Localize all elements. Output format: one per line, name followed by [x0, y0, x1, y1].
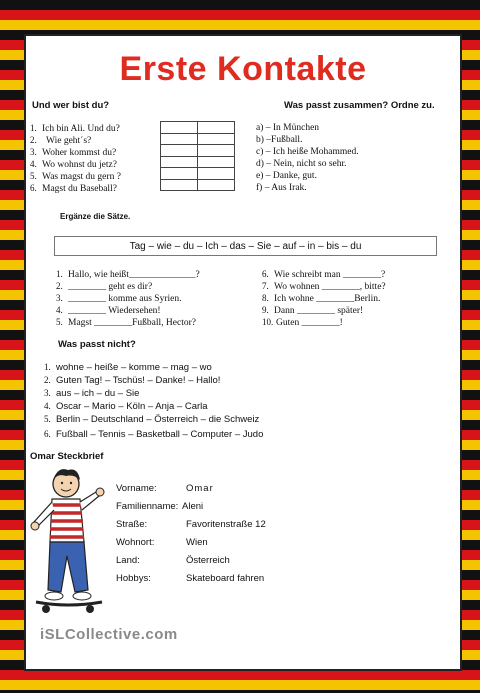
answer-f: f) – Aus Irak.	[256, 183, 307, 193]
profile-value-strasse: Favoritenstraße 12	[186, 519, 266, 530]
steckbrief-heading: Omar Steckbrief	[30, 451, 104, 462]
word-box: Tag – wie – du – Ich – das – Sie – auf – in – bis – du	[54, 236, 437, 256]
fill-left-3: 3. ________ komme aus Syrien.	[56, 293, 182, 304]
profile-label-wohnort: Wohnort:	[116, 537, 155, 548]
grid-cell[interactable]	[161, 179, 198, 191]
answer-d: d) – Nein, nicht so sehr.	[256, 159, 347, 169]
profile-value-land: Österreich	[186, 555, 230, 566]
profile-label-vorname: Vorname:	[116, 483, 157, 494]
boy-skateboard-illustration	[28, 464, 108, 624]
profile-value-wohnort: Wien	[186, 537, 208, 548]
profile-label-land: Land:	[116, 555, 140, 566]
answer-e: e) – Danke, gut.	[256, 171, 317, 181]
grid-cell[interactable]	[198, 145, 235, 157]
worksheet-sheet	[24, 34, 462, 671]
grid-cell[interactable]	[198, 179, 235, 191]
grid-cell[interactable]	[198, 156, 235, 168]
grid-cell[interactable]	[198, 133, 235, 145]
fill-left-2: 2. ________ geht es dir?	[56, 281, 153, 292]
fill-right-8: 8. Ich wohne ________Berlin.	[262, 293, 381, 304]
grid-cell[interactable]	[161, 145, 198, 157]
fill-right-10: 10. Guten ________!	[262, 317, 343, 328]
grid-cell[interactable]	[161, 133, 198, 145]
answer-a: a) – In München	[256, 123, 320, 133]
profile-label-strasse: Straße:	[116, 519, 148, 530]
odd-one-out-5: 5. Berlin – Deutschland – Österreich – die Schweiz	[44, 414, 260, 425]
odd-one-out-2: 2. Guten Tag! – Tschüs! – Danke! – Hallo!	[44, 375, 221, 386]
odd-one-out-1: 1. wohne – heiße – komme – mag – wo	[44, 362, 212, 373]
section1-heading-left: Und wer bist du?	[32, 100, 110, 111]
section3-heading: Was passt nicht?	[58, 339, 136, 350]
grid-cell[interactable]	[198, 122, 235, 134]
question-1: 1. Ich bin Ali. Und du?	[30, 123, 120, 134]
profile-value-hobbys: Skateboard fahren	[186, 573, 265, 584]
profile-value-familienname: Aleni	[182, 501, 204, 512]
odd-one-out-6: 6. Fußball – Tennis – Basketball – Computer – Judo	[44, 429, 264, 440]
fill-right-6: 6. Wie schreibt man ________?	[262, 269, 386, 280]
odd-one-out-3: 3. aus – ich – du – Sie	[44, 388, 140, 399]
grid-cell[interactable]	[161, 168, 198, 180]
odd-one-out-4: 4. Oscar – Mario – Köln – Anja – Carla	[44, 401, 208, 412]
question-4: 4. Wo wohnst du jetz?	[30, 159, 117, 170]
answer-c: c) – Ich heiße Mohammed.	[256, 147, 359, 157]
grid-cell[interactable]	[161, 122, 198, 134]
islcollective-logo: iSLCollective.com	[40, 626, 178, 643]
fill-left-1: 1. Hallo, wie heißt______________?	[56, 269, 200, 280]
question-2: 2. Wie geht´s?	[30, 135, 92, 146]
profile-label-hobbys: Hobbys:	[116, 573, 151, 584]
question-6: 6. Magst du Baseball?	[30, 183, 117, 194]
answer-b: b) –Fußball.	[256, 135, 303, 145]
matching-grid[interactable]	[160, 121, 235, 191]
grid-cell[interactable]	[161, 156, 198, 168]
profile-label-familienname: Familienname:	[116, 501, 179, 512]
question-3: 3. Woher kommst du?	[30, 147, 117, 158]
question-5: 5. Was magst du gern ?	[30, 171, 121, 182]
page-title: Erste Kontakte	[119, 50, 367, 88]
fill-left-4: 4. ________ Wiedersehen!	[56, 305, 161, 316]
grid-cell[interactable]	[198, 168, 235, 180]
profile-value-vorname: Omar	[186, 483, 214, 494]
section2-heading: Ergänze die Sätze.	[60, 212, 131, 221]
fill-left-5: 5. Magst ________Fußball, Hector?	[56, 317, 196, 328]
fill-right-9: 9. Dann ________ später!	[262, 305, 364, 316]
section1-heading-right: Was passt zusammen? Ordne zu.	[284, 100, 435, 111]
fill-right-7: 7. Wo wohnen ________, bitte?	[262, 281, 386, 292]
